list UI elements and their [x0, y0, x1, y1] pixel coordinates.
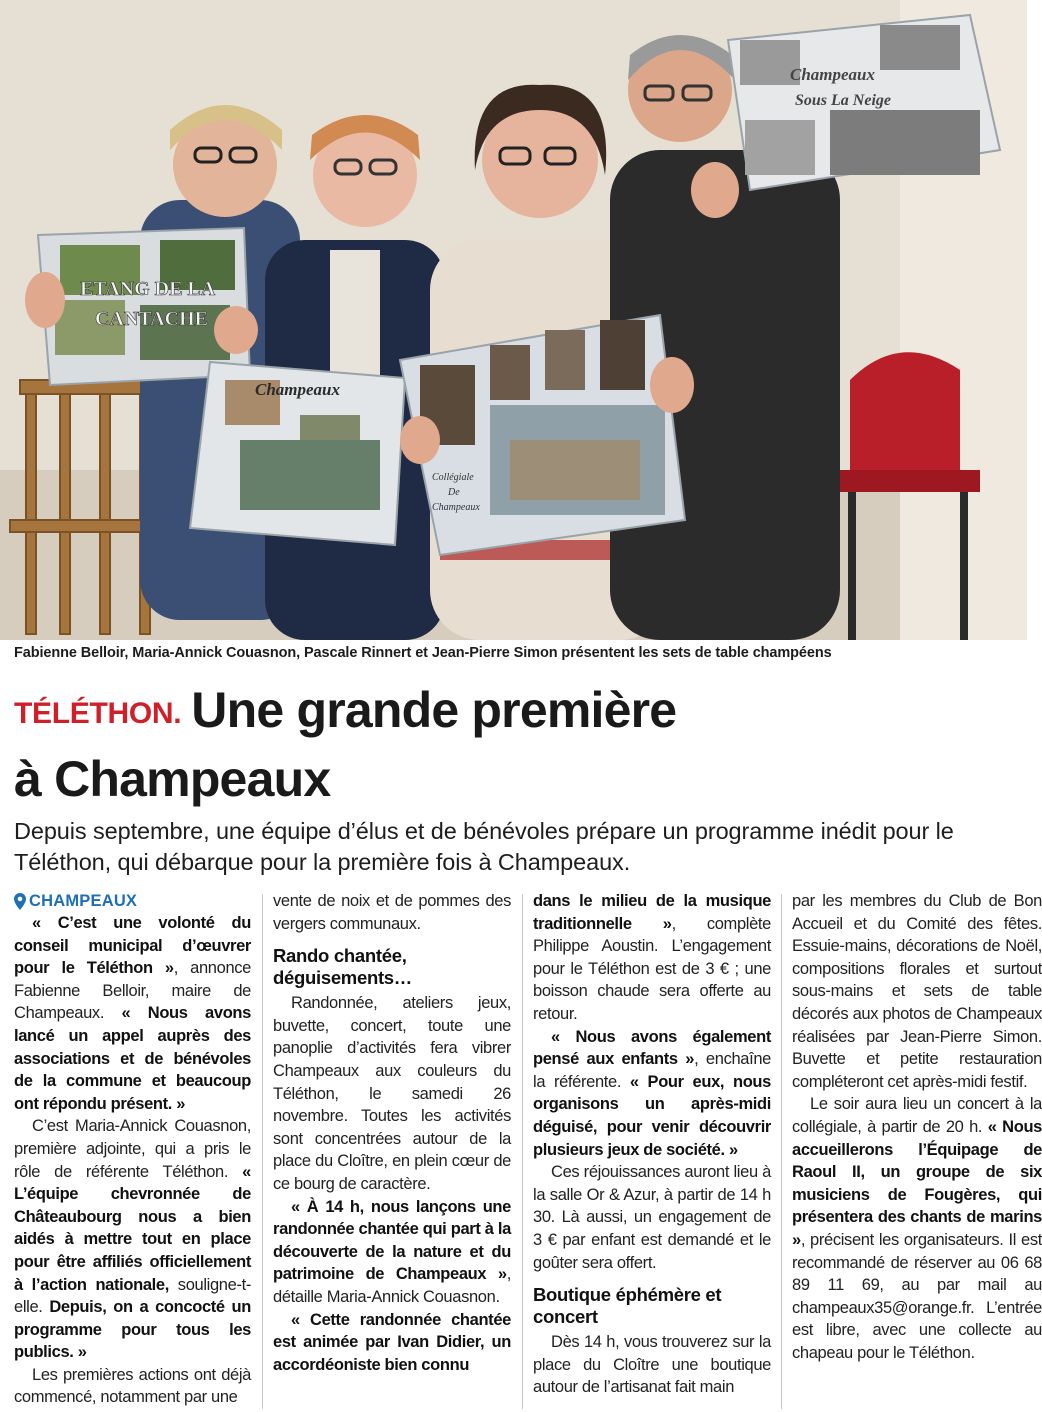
paragraph: [273, 1196, 511, 1309]
paragraph: Randonnée, ateliers jeux, buvette, concert, toute une panoplie d’activités fera vibrer Champeaux aux couleurs du Téléthon, le samedi 26 novembre. Toutes les activités sont concentrées autour de la place du Cloître, en plein cœur de ce bourg de caractère.: [273, 994, 511, 1193]
placemat-neige: [728, 15, 1000, 190]
article-column-2: [273, 890, 511, 1376]
text: , complète Philippe Aoustin. L’engagement pour le Téléthon est de 3 € ; une boisson chaude sera offerte au retour.: [533, 914, 771, 1023]
quote: « Pour eux, nous organisons un après-midi déguisé, pour venir découvrir plusieurs jeux de société. »: [533, 1072, 771, 1159]
placemat-collegiale-3: Champeaux: [432, 502, 480, 513]
paragraph: [792, 1093, 1042, 1364]
text: Le soir aura lieu un concert à la collégiale, à partir de 20 h.: [792, 1095, 1042, 1136]
text: , précisent les organisateurs. Il est recommandé de réserver au 06 68 89 11 69, au par mail au champeaux35@orange.fr. L’entrée est libre, avec une collecte au chapeau pour le Téléthon.: [792, 1230, 1042, 1362]
article-column-4: [792, 890, 1042, 1364]
column-divider: [781, 894, 782, 1409]
placemat-etang-line1: ETANG DE LA: [80, 278, 216, 300]
lead-paragraph: Depuis septembre, une équipe d’élus et de bénévoles prépare un programme inédit pour le Téléthon, qui débarque pour la première fois à Champeaux.: [14, 818, 954, 875]
placemat-neige-1: Champeaux: [790, 65, 876, 84]
dateline-place: CHAMPEAUX: [29, 891, 138, 910]
headline: [14, 682, 1014, 820]
text: , enchaîne la référente.: [533, 1050, 772, 1091]
quote: dans le milieu de la musique traditionnelle »: [533, 892, 771, 933]
quote: « Nous avons également pensé aux enfants »: [533, 1027, 771, 1069]
placemat-collegiale-1: Collégiale: [432, 472, 474, 483]
photo-caption: Fabienne Belloir, Maria-Annick Couasnon, Pascale Rinnert et Jean-Pierre Simon présentent les sets de table champéens: [14, 645, 832, 661]
paragraph: Les premières actions ont déjà commencé, notamment par une: [14, 1365, 251, 1407]
placemat-neige-2: Sous La Neige: [795, 92, 891, 109]
article-column-3: [533, 890, 771, 1399]
paragraph: [533, 890, 771, 1026]
text: souligne-t-elle.: [14, 1275, 251, 1317]
paragraph: Ces réjouissances auront lieu à la salle Or & Azur, à partir de 14 h 30. Là aussi, un engagement de 3 € par enfant est demandé et le goûter sera offert.: [533, 1163, 771, 1272]
paragraph: [533, 1026, 771, 1162]
subheading: Rando chantée, déguisements…: [273, 945, 412, 989]
quote: « L’équipe chevronnée de Châteaubourg nous a bien aidés à mettre tout en place pour être affiliés officiellement à l’action nationale,: [14, 1162, 251, 1294]
article-photo: [0, 0, 1027, 640]
paragraph: par les membres du Club de Bon Accueil et du Comité des fêtes. Essuie-mains, décorations de Noël, compositions florales et surtout sous-mains et sets de table décorés aux photos de Champeaux réalisées par Jean-Pierre Simon. Buvette et petite restauration compléteront cet après-midi festif.: [792, 892, 1042, 1091]
paragraph: [14, 1115, 251, 1364]
paragraph: Dès 14 h, vous trouverez sur la place du Cloître une boutique autour de l’artisanat fait main: [533, 1333, 771, 1397]
map-pin-icon: [14, 893, 26, 910]
quote: « À 14 h, nous lançons une randonnée chantée qui part à la découverte de la nature et du patrimoine de Champeaux »: [273, 1197, 511, 1284]
placemat-champeaux-title: Champeaux: [255, 380, 341, 399]
column-divider: [262, 894, 263, 1409]
text: , annonce Fabienne Belloir, maire de Champeaux.: [14, 959, 251, 1023]
placemat-etang-line2: CANTACHE: [95, 308, 208, 330]
dateline: [14, 890, 251, 912]
text: C’est Maria-Annick Couasnon, première adjointe, qui a pris le rôle de référente Téléthon.: [14, 1117, 251, 1181]
quote: « Cette randonnée chantée est animée par Ivan Didier, un accordéoniste bien connu: [273, 1310, 511, 1374]
placemat-etang: [38, 228, 250, 385]
paragraph: [14, 912, 251, 1115]
quote: Depuis, on a concocté un programme pour tous les publics. »: [14, 1298, 251, 1362]
headline-kicker: TÉLÉTHON.: [14, 697, 182, 730]
quote: « Nous accueillerons l’Équipage de Raoul II, un groupe de six musiciens de Fougères, qui présentera des chants de marins »: [792, 1117, 1042, 1249]
subheading: Boutique éphémère et concert: [533, 1284, 722, 1328]
placemat-champeaux: [190, 362, 405, 545]
quote: « C’est une volonté du conseil municipal d’œuvrer pour le Téléthon »: [14, 914, 251, 978]
quote: « Nous avons lancé un appel auprès des associations et de bénévoles de la commune et beaucoup ont répondu présent. »: [14, 1004, 251, 1113]
placemat-collegiale-2: De: [448, 487, 460, 498]
paragraph: vente de noix et de pommes des vergers communaux.: [273, 892, 511, 933]
headline-title-line2: à Champeaux: [14, 751, 331, 807]
headline-title-line1: Une grande première: [191, 682, 677, 738]
column-divider: [522, 894, 523, 1409]
article-column-1: [14, 890, 251, 1409]
text: , détaille Maria-Annick Couasnon.: [273, 1265, 511, 1306]
